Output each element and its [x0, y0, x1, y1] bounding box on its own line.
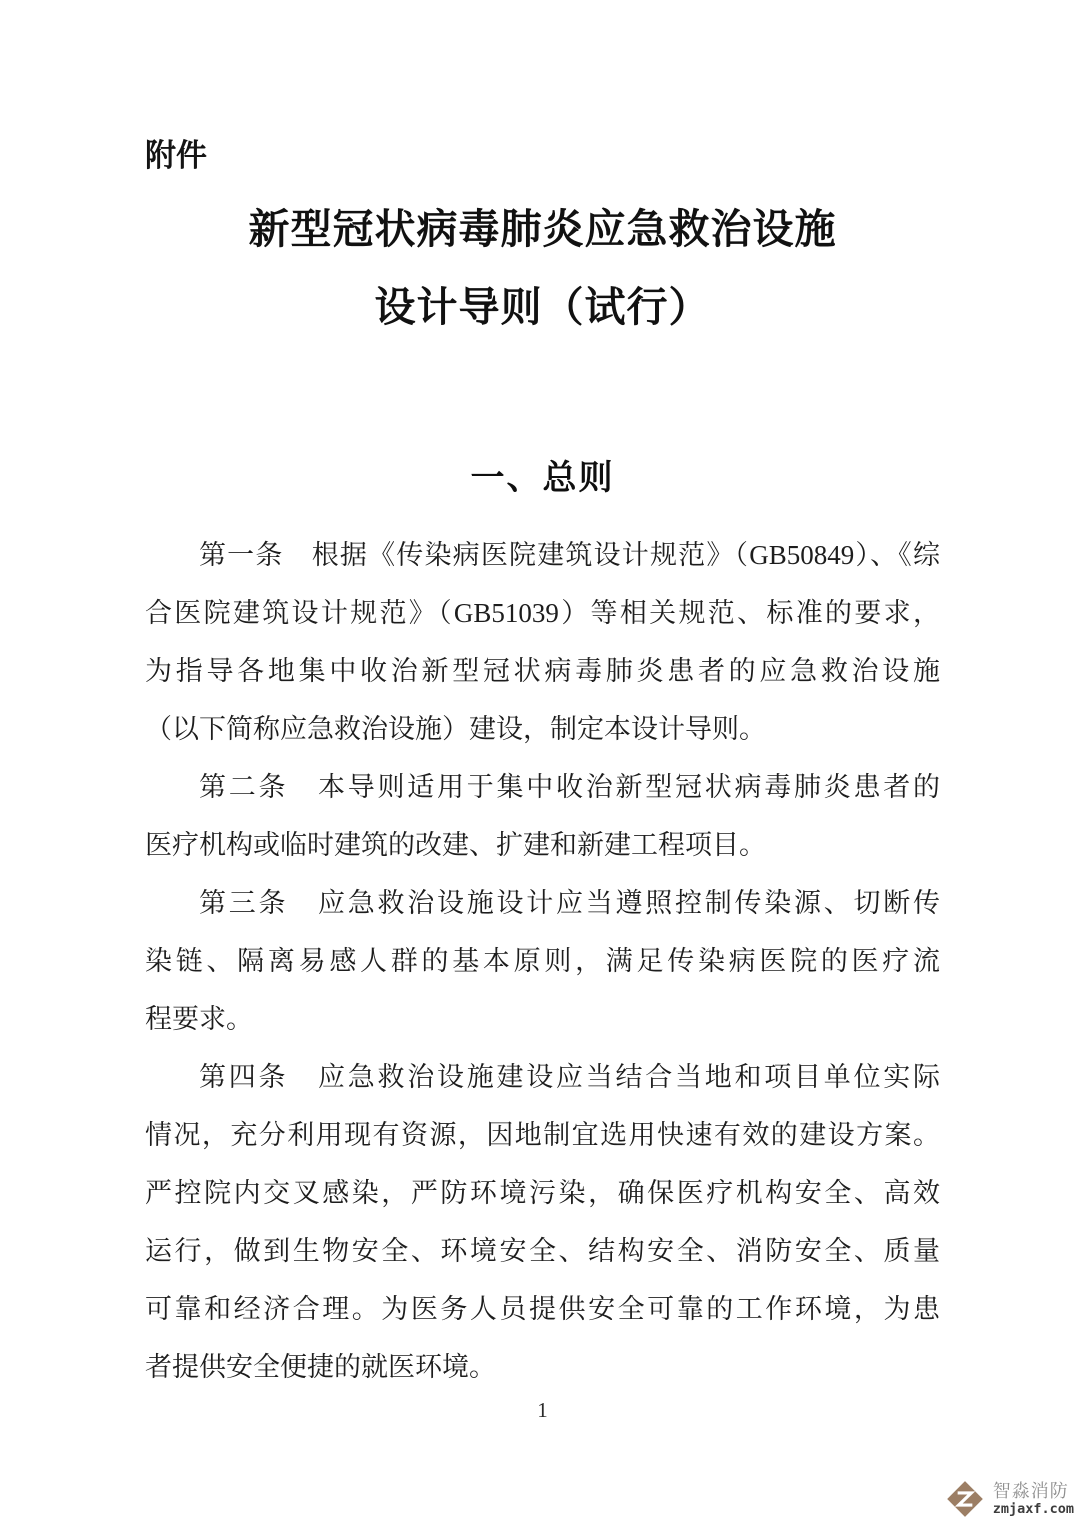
watermark-domain-text: zmjaxf.com: [992, 1501, 1074, 1517]
body-line: 染链、隔离易感人群的基本原则，满足传染病医院的医疗流: [145, 946, 940, 976]
body-line: 第二条 本导则适用于集中收治新型冠状病毒肺炎患者的: [199, 772, 940, 802]
paragraph-article-4: [145, 1048, 940, 1396]
body-line: （以下简称应急救治设施）建设，制定本设计导则。: [145, 714, 766, 744]
paragraph-article-3: [145, 874, 940, 1048]
body-line: 情况，充分利用现有资源，因地制宜选用快速有效的建设方案。: [145, 1120, 940, 1150]
body-line: 第三条 应急救治设施设计应当遵照控制传染源、切断传: [199, 888, 940, 918]
attachment-label: 附件: [145, 138, 207, 173]
section-heading: 一、总则: [470, 459, 615, 497]
body-line: 可靠和经济合理。为医务人员提供安全可靠的工作环境，为患: [145, 1294, 940, 1324]
page-number: 1: [537, 1398, 548, 1422]
watermark: [944, 1478, 1074, 1520]
document-body: [145, 526, 940, 1396]
paragraph-article-1: [145, 526, 940, 758]
body-line: 医疗机构或临时建筑的改建、扩建和新建工程项目。: [145, 830, 766, 860]
body-line: 运行，做到生物安全、环境安全、结构安全、消防安全、质量: [145, 1236, 940, 1266]
watermark-text: [993, 1481, 1074, 1517]
body-line: 严控院内交叉感染，严防环境污染，确保医疗机构安全、高效: [145, 1178, 940, 1208]
body-line: 第四条 应急救治设施建设应当结合当地和项目单位实际: [199, 1062, 940, 1092]
body-line: 第一条 根据《传染病医院建筑设计规范》（GB50849）、《综: [199, 540, 940, 570]
body-line: 为指导各地集中收治新型冠状病毒肺炎患者的应急救治设施: [145, 656, 940, 686]
watermark-brand-text: 智淼消防: [992, 1481, 1069, 1501]
body-line: 程要求。: [145, 1004, 253, 1034]
document-title-line-2: 设计导则（试行）: [374, 284, 711, 330]
body-line: 合医院建筑设计规范》（GB51039）等相关规范、标准的要求，: [145, 598, 940, 628]
body-line: 者提供安全便捷的就医环境。: [145, 1352, 496, 1382]
document-title-line-1: 新型冠状病毒肺炎应急救治设施: [248, 206, 837, 252]
zhimiao-logo-icon: [944, 1478, 986, 1520]
paragraph-article-2: [145, 758, 940, 874]
